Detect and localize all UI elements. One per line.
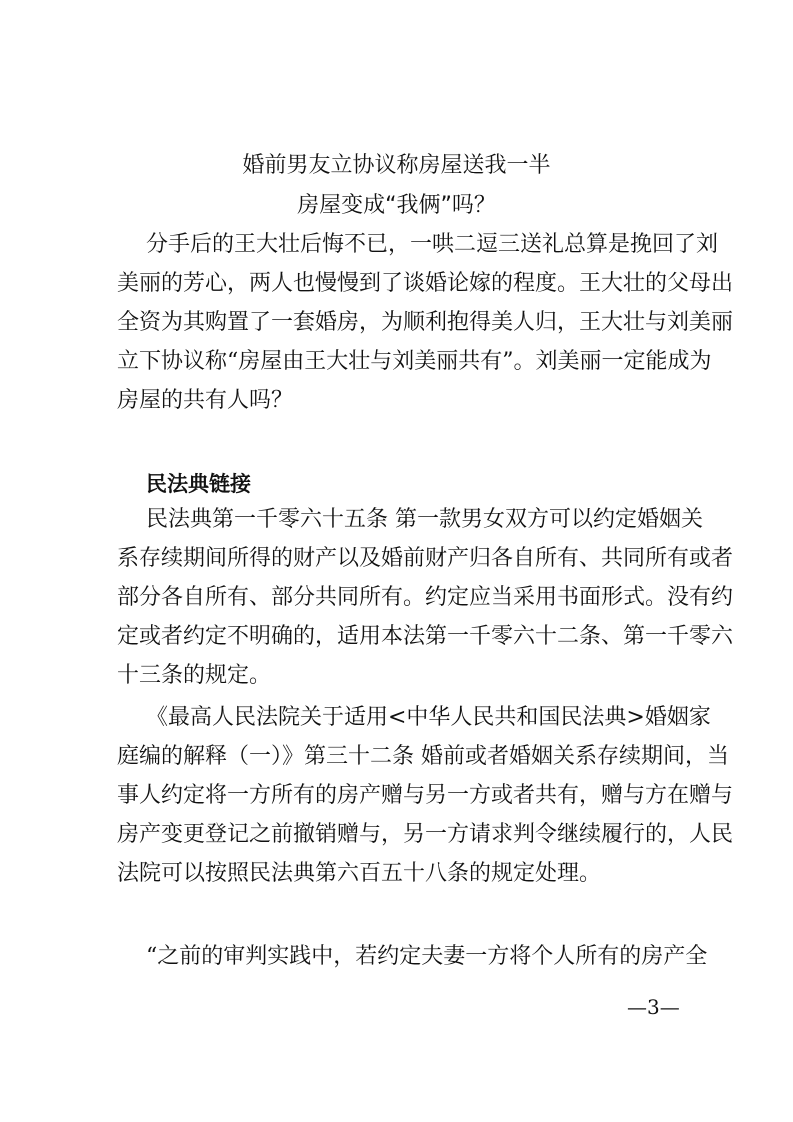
title-line-2: 房屋变成“我俩”吗？	[297, 193, 496, 218]
page-number: —3—	[627, 995, 680, 1019]
title-line-1: 婚前男友立协议称房屋送我一半	[242, 153, 551, 178]
civil-code-line-4: 定或者约定不明确的，适用本法第一千零六十二条、第一千零六	[117, 624, 734, 649]
story-line-4: 立下协议称“房屋由王大壮与刘美丽共有”。刘美丽一定能成为	[117, 349, 712, 374]
interpretation-line-5: 法院可以按照民法典第六百五十八条的规定处理。	[117, 861, 602, 886]
section-heading: 民法典链接	[146, 472, 251, 496]
civil-code-line-2: 系存续期间所得的财产以及婚前财产归各自所有、共同所有或者	[117, 546, 734, 571]
civil-code-line-1: 民法典第一千零六十五条 第一款男女双方可以约定婚姻关	[146, 507, 703, 532]
story-line-5: 房屋的共有人吗？	[117, 388, 294, 413]
interpretation-line-3: 事人约定将一方所有的房产赠与另一方或者共有，赠与方在赠与	[117, 783, 734, 808]
civil-code-line-5: 十三条的规定。	[117, 663, 272, 688]
story-line-1: 分手后的王大壮后悔不已，一哄二逗三送礼总算是挽回了刘	[146, 232, 719, 257]
civil-code-line-3: 部分各自所有、部分共同所有。约定应当采用书面形式。没有约	[117, 585, 734, 610]
quote-line-1: “之前的审判实践中，若约定夫妻一方将个人所有的房产全	[146, 944, 708, 969]
story-line-2: 美丽的芳心，两人也慢慢到了谈婚论嫁的程度。王大壮的父母出	[117, 271, 734, 296]
interpretation-line-1: 《最高人民法院关于适用<中华人民共和国民法典>婚姻家	[146, 705, 711, 730]
interpretation-line-2: 庭编的解释（一）》第三十二条 婚前或者婚姻关系存续期间，当	[117, 744, 729, 769]
story-line-3: 全资为其购置了一套婚房，为顺利抱得美人归，王大壮与刘美丽	[117, 310, 734, 335]
interpretation-line-4: 房产变更登记之前撤销赠与，另一方请求判令继续履行的，人民	[117, 822, 734, 847]
